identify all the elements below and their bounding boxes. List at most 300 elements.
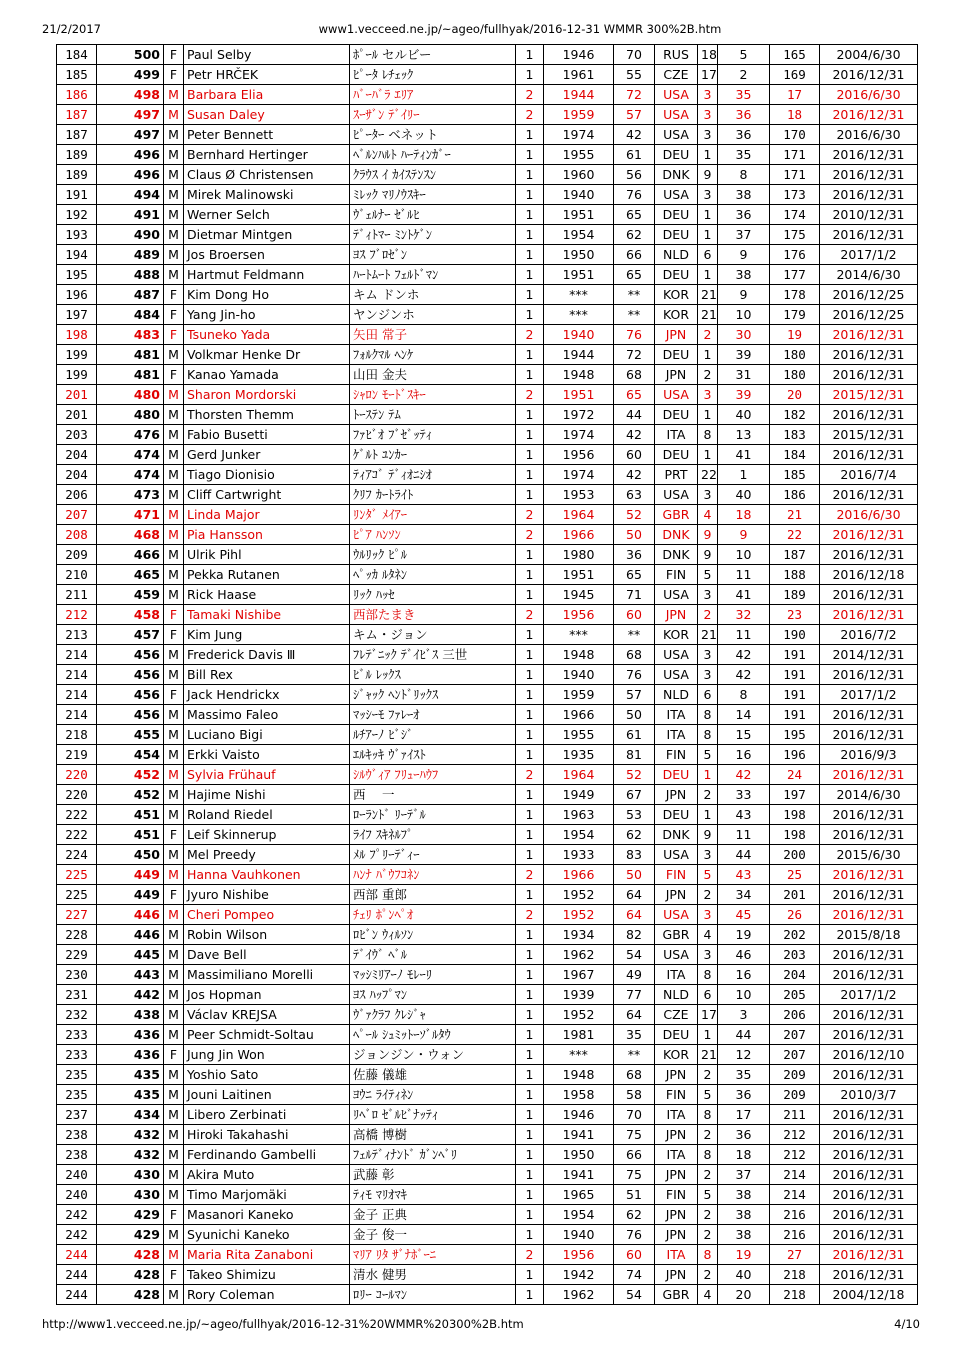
birth-year-cell: *** bbox=[544, 625, 614, 645]
sex-cell: M bbox=[164, 785, 184, 805]
sex-cell: F bbox=[164, 305, 184, 325]
points-cell: 480 bbox=[97, 405, 164, 425]
table-row bbox=[57, 165, 918, 185]
country-code-cell: 3 bbox=[698, 585, 718, 605]
overall-rank-cell: 206 bbox=[770, 1005, 820, 1025]
table-row bbox=[57, 65, 918, 85]
sex-cell: M bbox=[164, 265, 184, 285]
table-row bbox=[57, 205, 918, 225]
country-code-cell: 17 bbox=[698, 65, 718, 85]
table-row bbox=[57, 925, 918, 945]
group-cell: 1 bbox=[516, 545, 544, 565]
date-cell: 2015/12/31 bbox=[820, 385, 918, 405]
overall-rank-cell: 175 bbox=[770, 225, 820, 245]
age-cell: 50 bbox=[614, 525, 655, 545]
name-cell: Kanao Yamada bbox=[184, 365, 350, 385]
name-cell: Werner Selch bbox=[184, 205, 350, 225]
country-rank-cell: 41 bbox=[718, 445, 770, 465]
group-cell: 1 bbox=[516, 1165, 544, 1185]
group-cell: 1 bbox=[516, 145, 544, 165]
country-code-cell: 1 bbox=[698, 1025, 718, 1045]
country-cell: FIN bbox=[655, 865, 698, 885]
country-cell: KOR bbox=[655, 625, 698, 645]
age-cell: 54 bbox=[614, 1285, 655, 1305]
birth-year-cell: 1959 bbox=[544, 685, 614, 705]
country-code-cell: 1 bbox=[698, 405, 718, 425]
overall-rank-cell: 26 bbox=[770, 905, 820, 925]
group-cell: 1 bbox=[516, 1065, 544, 1085]
kana-name-cell: ﾙﾁｱｰﾉ ﾋﾞｼﾞ bbox=[350, 725, 516, 745]
country-rank-cell: 36 bbox=[718, 105, 770, 125]
kana-name-cell: ｸﾘﾌ ｶｰﾄﾗｲﾄ bbox=[350, 485, 516, 505]
kana-name-cell: ｳﾙﾘｯｸ ﾋﾟﾙ bbox=[350, 545, 516, 565]
country-cell: DEU bbox=[655, 145, 698, 165]
sex-cell: F bbox=[164, 625, 184, 645]
country-cell: DNK bbox=[655, 545, 698, 565]
table-row bbox=[57, 1285, 918, 1305]
country-code-cell: 3 bbox=[698, 945, 718, 965]
birth-year-cell: 1942 bbox=[544, 1265, 614, 1285]
kana-name-cell: ﾐﾚｯｸ ﾏﾘﾉｳｽｷｰ bbox=[350, 185, 516, 205]
sex-cell: M bbox=[164, 565, 184, 585]
kana-name-cell: ヤンジンホ bbox=[350, 305, 516, 325]
country-cell: FIN bbox=[655, 565, 698, 585]
age-cell: 44 bbox=[614, 405, 655, 425]
overall-rank-cell: 201 bbox=[770, 885, 820, 905]
age-cell: 76 bbox=[614, 665, 655, 685]
sex-cell: F bbox=[164, 1265, 184, 1285]
country-rank-cell: 16 bbox=[718, 745, 770, 765]
rank-cell: 201 bbox=[57, 385, 97, 405]
country-code-cell: 2 bbox=[698, 1265, 718, 1285]
points-cell: 497 bbox=[97, 105, 164, 125]
date-cell: 2004/12/18 bbox=[820, 1285, 918, 1305]
table-row bbox=[57, 565, 918, 585]
country-code-cell: 8 bbox=[698, 725, 718, 745]
points-cell: 500 bbox=[97, 45, 164, 65]
date-cell: 2016/12/31 bbox=[820, 1065, 918, 1085]
date-cell: 2015/12/31 bbox=[820, 425, 918, 445]
overall-rank-cell: 22 bbox=[770, 525, 820, 545]
overall-rank-cell: 23 bbox=[770, 605, 820, 625]
points-cell: 458 bbox=[97, 605, 164, 625]
sex-cell: M bbox=[164, 205, 184, 225]
table-row bbox=[57, 1265, 918, 1285]
birth-year-cell: 1951 bbox=[544, 565, 614, 585]
country-cell: CZE bbox=[655, 65, 698, 85]
name-cell: Hartmut Feldmann bbox=[184, 265, 350, 285]
country-cell: DNK bbox=[655, 825, 698, 845]
date-cell: 2016/12/31 bbox=[820, 1225, 918, 1245]
date-cell: 2016/12/31 bbox=[820, 1025, 918, 1045]
rank-cell: 214 bbox=[57, 705, 97, 725]
overall-rank-cell: 209 bbox=[770, 1085, 820, 1105]
country-code-cell: 8 bbox=[698, 1245, 718, 1265]
sex-cell: M bbox=[164, 345, 184, 365]
country-cell: USA bbox=[655, 645, 698, 665]
country-rank-cell: 38 bbox=[718, 1225, 770, 1245]
country-cell: DEU bbox=[655, 805, 698, 825]
sex-cell: M bbox=[164, 145, 184, 165]
group-cell: 1 bbox=[516, 445, 544, 465]
birth-year-cell: 1951 bbox=[544, 205, 614, 225]
country-code-cell: 5 bbox=[698, 1185, 718, 1205]
name-cell: Tamaki Nishibe bbox=[184, 605, 350, 625]
group-cell: 1 bbox=[516, 1225, 544, 1245]
kana-name-cell: 矢田 常子 bbox=[350, 325, 516, 345]
country-cell: KOR bbox=[655, 285, 698, 305]
group-cell: 1 bbox=[516, 265, 544, 285]
sex-cell: M bbox=[164, 1145, 184, 1165]
points-cell: 449 bbox=[97, 885, 164, 905]
country-code-cell: 9 bbox=[698, 525, 718, 545]
table-row bbox=[57, 765, 918, 785]
country-code-cell: 3 bbox=[698, 485, 718, 505]
group-cell: 1 bbox=[516, 785, 544, 805]
overall-rank-cell: 218 bbox=[770, 1265, 820, 1285]
name-cell: Fabio Busetti bbox=[184, 425, 350, 445]
date-cell: 2016/12/31 bbox=[820, 725, 918, 745]
birth-year-cell: 1974 bbox=[544, 125, 614, 145]
overall-rank-cell: 196 bbox=[770, 745, 820, 765]
country-cell: JPN bbox=[655, 785, 698, 805]
country-rank-cell: 37 bbox=[718, 225, 770, 245]
kana-name-cell: ﾃﾞｲｳﾞ ﾍﾞﾙ bbox=[350, 945, 516, 965]
group-cell: 1 bbox=[516, 1265, 544, 1285]
points-cell: 459 bbox=[97, 585, 164, 605]
sex-cell: M bbox=[164, 905, 184, 925]
kana-name-cell: ｽｰｻﾞﾝ ﾃﾞｲﾘｰ bbox=[350, 105, 516, 125]
age-cell: 68 bbox=[614, 1065, 655, 1085]
kana-name-cell: ﾃﾞｨﾄﾏｰ ﾐﾝﾄｹﾞﾝ bbox=[350, 225, 516, 245]
table-row bbox=[57, 965, 918, 985]
group-cell: 1 bbox=[516, 245, 544, 265]
kana-name-cell: 西部 重郎 bbox=[350, 885, 516, 905]
overall-rank-cell: 186 bbox=[770, 485, 820, 505]
kana-name-cell: ﾛﾋﾞﾝ ｳｨﾙｿﾝ bbox=[350, 925, 516, 945]
date-cell: 2016/12/31 bbox=[820, 765, 918, 785]
rank-cell: 244 bbox=[57, 1245, 97, 1265]
country-code-cell: 3 bbox=[698, 185, 718, 205]
table-row bbox=[57, 345, 918, 365]
sex-cell: M bbox=[164, 465, 184, 485]
sex-cell: M bbox=[164, 765, 184, 785]
overall-rank-cell: 165 bbox=[770, 45, 820, 65]
country-rank-cell: 31 bbox=[718, 365, 770, 385]
birth-year-cell: 1933 bbox=[544, 845, 614, 865]
overall-rank-cell: 191 bbox=[770, 665, 820, 685]
kana-name-cell: ﾋﾟｰﾀｰ ベネット bbox=[350, 125, 516, 145]
age-cell: 61 bbox=[614, 725, 655, 745]
birth-year-cell: 1963 bbox=[544, 805, 614, 825]
name-cell: Akira Muto bbox=[184, 1165, 350, 1185]
rank-cell: 227 bbox=[57, 905, 97, 925]
sex-cell: M bbox=[164, 705, 184, 725]
points-cell: 474 bbox=[97, 465, 164, 485]
age-cell: 82 bbox=[614, 925, 655, 945]
overall-rank-cell: 20 bbox=[770, 385, 820, 405]
country-code-cell: 3 bbox=[698, 385, 718, 405]
points-cell: 489 bbox=[97, 245, 164, 265]
country-rank-cell: 2 bbox=[718, 65, 770, 85]
country-rank-cell: 10 bbox=[718, 545, 770, 565]
overall-rank-cell: 184 bbox=[770, 445, 820, 465]
rank-cell: 199 bbox=[57, 365, 97, 385]
country-rank-cell: 1 bbox=[718, 465, 770, 485]
birth-year-cell: 1940 bbox=[544, 665, 614, 685]
rank-cell: 244 bbox=[57, 1265, 97, 1285]
date-cell: 2016/12/31 bbox=[820, 1245, 918, 1265]
group-cell: 1 bbox=[516, 65, 544, 85]
sex-cell: M bbox=[164, 445, 184, 465]
country-code-cell: 18 bbox=[698, 45, 718, 65]
kana-name-cell: ﾁｪﾘ ﾎﾟﾝﾍﾟｵ bbox=[350, 905, 516, 925]
sex-cell: M bbox=[164, 925, 184, 945]
rank-cell: 232 bbox=[57, 1005, 97, 1025]
date-cell: 2016/12/31 bbox=[820, 1265, 918, 1285]
overall-rank-cell: 198 bbox=[770, 825, 820, 845]
kana-name-cell: ﾌﾚﾃﾞﾆｯｸ ﾃﾞｲﾋﾞｽ 三世 bbox=[350, 645, 516, 665]
age-cell: 68 bbox=[614, 645, 655, 665]
birth-year-cell: 1941 bbox=[544, 1165, 614, 1185]
name-cell: Masanori Kaneko bbox=[184, 1205, 350, 1225]
sex-cell: M bbox=[164, 1105, 184, 1125]
sex-cell: M bbox=[164, 165, 184, 185]
country-code-cell: 4 bbox=[698, 925, 718, 945]
name-cell: Petr HRČEK bbox=[184, 65, 350, 85]
country-code-cell: 2 bbox=[698, 605, 718, 625]
points-cell: 446 bbox=[97, 905, 164, 925]
points-cell: 430 bbox=[97, 1165, 164, 1185]
name-cell: Cliff Cartwright bbox=[184, 485, 350, 505]
country-cell: GBR bbox=[655, 1285, 698, 1305]
group-cell: 2 bbox=[516, 605, 544, 625]
country-rank-cell: 44 bbox=[718, 1025, 770, 1045]
date-cell: 2017/1/2 bbox=[820, 985, 918, 1005]
name-cell: Mirek Malinowski bbox=[184, 185, 350, 205]
points-cell: 442 bbox=[97, 985, 164, 1005]
birth-year-cell: 1945 bbox=[544, 585, 614, 605]
country-code-cell: 8 bbox=[698, 425, 718, 445]
birth-year-cell: 1966 bbox=[544, 865, 614, 885]
group-cell: 1 bbox=[516, 1125, 544, 1145]
rank-cell: 242 bbox=[57, 1205, 97, 1225]
overall-rank-cell: 183 bbox=[770, 425, 820, 445]
group-cell: 1 bbox=[516, 825, 544, 845]
name-cell: Hiroki Takahashi bbox=[184, 1125, 350, 1145]
print-header-url: www1.vecceed.ne.jp/~ageo/fullhyak/2016-12-31 WMMR 300%2B.htm bbox=[318, 22, 722, 36]
points-cell: 471 bbox=[97, 505, 164, 525]
table-row bbox=[57, 1085, 918, 1105]
overall-rank-cell: 191 bbox=[770, 705, 820, 725]
country-cell: NLD bbox=[655, 245, 698, 265]
kana-name-cell: ﾌｫﾙｸﾏﾙ ﾍﾝｹ bbox=[350, 345, 516, 365]
birth-year-cell: 1960 bbox=[544, 165, 614, 185]
overall-rank-cell: 170 bbox=[770, 125, 820, 145]
rank-cell: 195 bbox=[57, 265, 97, 285]
overall-rank-cell: 207 bbox=[770, 1025, 820, 1045]
name-cell: Hanna Vauhkonen bbox=[184, 865, 350, 885]
table-row bbox=[57, 425, 918, 445]
sex-cell: M bbox=[164, 225, 184, 245]
sex-cell: M bbox=[164, 1245, 184, 1265]
kana-name-cell: 清水 健男 bbox=[350, 1265, 516, 1285]
overall-rank-cell: 191 bbox=[770, 645, 820, 665]
birth-year-cell: 1946 bbox=[544, 1105, 614, 1125]
points-cell: 476 bbox=[97, 425, 164, 445]
sex-cell: M bbox=[164, 585, 184, 605]
country-rank-cell: 42 bbox=[718, 665, 770, 685]
country-cell: USA bbox=[655, 585, 698, 605]
sex-cell: M bbox=[164, 745, 184, 765]
rank-cell: 244 bbox=[57, 1285, 97, 1305]
country-rank-cell: 38 bbox=[718, 265, 770, 285]
overall-rank-cell: 197 bbox=[770, 785, 820, 805]
age-cell: 60 bbox=[614, 1245, 655, 1265]
overall-rank-cell: 18 bbox=[770, 105, 820, 125]
kana-name-cell: ﾘﾍﾞﾛ ｾﾞﾙﾋﾞﾅｯﾃｨ bbox=[350, 1105, 516, 1125]
birth-year-cell: 1956 bbox=[544, 1245, 614, 1265]
age-cell: 81 bbox=[614, 745, 655, 765]
overall-rank-cell: 212 bbox=[770, 1145, 820, 1165]
country-cell: DEU bbox=[655, 765, 698, 785]
group-cell: 1 bbox=[516, 305, 544, 325]
name-cell: Kim Jung bbox=[184, 625, 350, 645]
country-code-cell: 2 bbox=[698, 365, 718, 385]
country-rank-cell: 15 bbox=[718, 725, 770, 745]
country-rank-cell: 45 bbox=[718, 905, 770, 925]
country-rank-cell: 10 bbox=[718, 985, 770, 1005]
sex-cell: M bbox=[164, 185, 184, 205]
overall-rank-cell: 207 bbox=[770, 1045, 820, 1065]
country-rank-cell: 35 bbox=[718, 85, 770, 105]
age-cell: 63 bbox=[614, 485, 655, 505]
country-code-cell: 1 bbox=[698, 225, 718, 245]
name-cell: Maria Rita Zanaboni bbox=[184, 1245, 350, 1265]
group-cell: 1 bbox=[516, 745, 544, 765]
date-cell: 2016/12/31 bbox=[820, 225, 918, 245]
sex-cell: M bbox=[164, 1085, 184, 1105]
points-cell: 443 bbox=[97, 965, 164, 985]
group-cell: 1 bbox=[516, 665, 544, 685]
overall-rank-cell: 211 bbox=[770, 1105, 820, 1125]
table-row bbox=[57, 105, 918, 125]
points-cell: 496 bbox=[97, 165, 164, 185]
date-cell: 2016/12/31 bbox=[820, 665, 918, 685]
name-cell: Mel Preedy bbox=[184, 845, 350, 865]
country-cell: JPN bbox=[655, 885, 698, 905]
print-date: 21/2/2017 bbox=[42, 22, 101, 36]
rank-cell: 193 bbox=[57, 225, 97, 245]
kana-name-cell: ﾋﾟｱ ﾊﾝｿﾝ bbox=[350, 525, 516, 545]
country-code-cell: 2 bbox=[698, 1165, 718, 1185]
age-cell: 36 bbox=[614, 545, 655, 565]
points-cell: 454 bbox=[97, 745, 164, 765]
country-rank-cell: 18 bbox=[718, 1145, 770, 1165]
birth-year-cell: 1974 bbox=[544, 465, 614, 485]
country-cell: JPN bbox=[655, 1225, 698, 1245]
points-cell: 452 bbox=[97, 785, 164, 805]
overall-rank-cell: 25 bbox=[770, 865, 820, 885]
group-cell: 1 bbox=[516, 705, 544, 725]
country-rank-cell: 17 bbox=[718, 1105, 770, 1125]
name-cell: Claus Ø Christensen bbox=[184, 165, 350, 185]
group-cell: 1 bbox=[516, 345, 544, 365]
country-code-cell: 17 bbox=[698, 1005, 718, 1025]
group-cell: 1 bbox=[516, 1145, 544, 1165]
points-cell: 491 bbox=[97, 205, 164, 225]
date-cell: 2016/12/31 bbox=[820, 405, 918, 425]
rank-cell: 186 bbox=[57, 85, 97, 105]
group-cell: 1 bbox=[516, 405, 544, 425]
country-cell: USA bbox=[655, 85, 698, 105]
country-code-cell: 21 bbox=[698, 305, 718, 325]
birth-year-cell: 1940 bbox=[544, 185, 614, 205]
country-cell: KOR bbox=[655, 305, 698, 325]
age-cell: 61 bbox=[614, 145, 655, 165]
ranking-table bbox=[56, 44, 918, 1305]
group-cell: 1 bbox=[516, 965, 544, 985]
overall-rank-cell: 195 bbox=[770, 725, 820, 745]
date-cell: 2016/9/3 bbox=[820, 745, 918, 765]
country-rank-cell: 36 bbox=[718, 205, 770, 225]
rank-cell: 194 bbox=[57, 245, 97, 265]
name-cell: Barbara Elia bbox=[184, 85, 350, 105]
sex-cell: M bbox=[164, 85, 184, 105]
country-code-cell: 3 bbox=[698, 665, 718, 685]
age-cell: 75 bbox=[614, 1125, 655, 1145]
kana-name-cell: 西 一 bbox=[350, 785, 516, 805]
rank-cell: 213 bbox=[57, 625, 97, 645]
group-cell: 1 bbox=[516, 1185, 544, 1205]
kana-name-cell: ﾏｯｼｰﾓ ﾌｧﾚｰｵ bbox=[350, 705, 516, 725]
country-rank-cell: 38 bbox=[718, 185, 770, 205]
points-cell: 449 bbox=[97, 865, 164, 885]
age-cell: 57 bbox=[614, 105, 655, 125]
group-cell: 2 bbox=[516, 525, 544, 545]
points-cell: 456 bbox=[97, 645, 164, 665]
rank-cell: 187 bbox=[57, 125, 97, 145]
overall-rank-cell: 203 bbox=[770, 945, 820, 965]
sex-cell: M bbox=[164, 505, 184, 525]
birth-year-cell: 1935 bbox=[544, 745, 614, 765]
country-rank-cell: 20 bbox=[718, 1285, 770, 1305]
country-cell: ITA bbox=[655, 1145, 698, 1165]
country-rank-cell: 35 bbox=[718, 1065, 770, 1085]
points-cell: 488 bbox=[97, 265, 164, 285]
country-code-cell: 1 bbox=[698, 765, 718, 785]
sex-cell: M bbox=[164, 385, 184, 405]
age-cell: 64 bbox=[614, 905, 655, 925]
birth-year-cell: 1946 bbox=[544, 45, 614, 65]
kana-name-cell: ﾊﾝﾅ ﾊﾞｳﾌｺﾈﾝ bbox=[350, 865, 516, 885]
country-cell: USA bbox=[655, 945, 698, 965]
sex-cell: M bbox=[164, 485, 184, 505]
country-cell: USA bbox=[655, 125, 698, 145]
table-row bbox=[57, 905, 918, 925]
rank-cell: 225 bbox=[57, 885, 97, 905]
rank-cell: 189 bbox=[57, 145, 97, 165]
date-cell: 2016/12/25 bbox=[820, 285, 918, 305]
date-cell: 2016/12/31 bbox=[820, 165, 918, 185]
overall-rank-cell: 216 bbox=[770, 1205, 820, 1225]
group-cell: 1 bbox=[516, 985, 544, 1005]
date-cell: 2016/12/31 bbox=[820, 1165, 918, 1185]
points-cell: 438 bbox=[97, 1005, 164, 1025]
age-cell: ** bbox=[614, 1045, 655, 1065]
points-cell: 429 bbox=[97, 1205, 164, 1225]
date-cell: 2016/12/31 bbox=[820, 145, 918, 165]
